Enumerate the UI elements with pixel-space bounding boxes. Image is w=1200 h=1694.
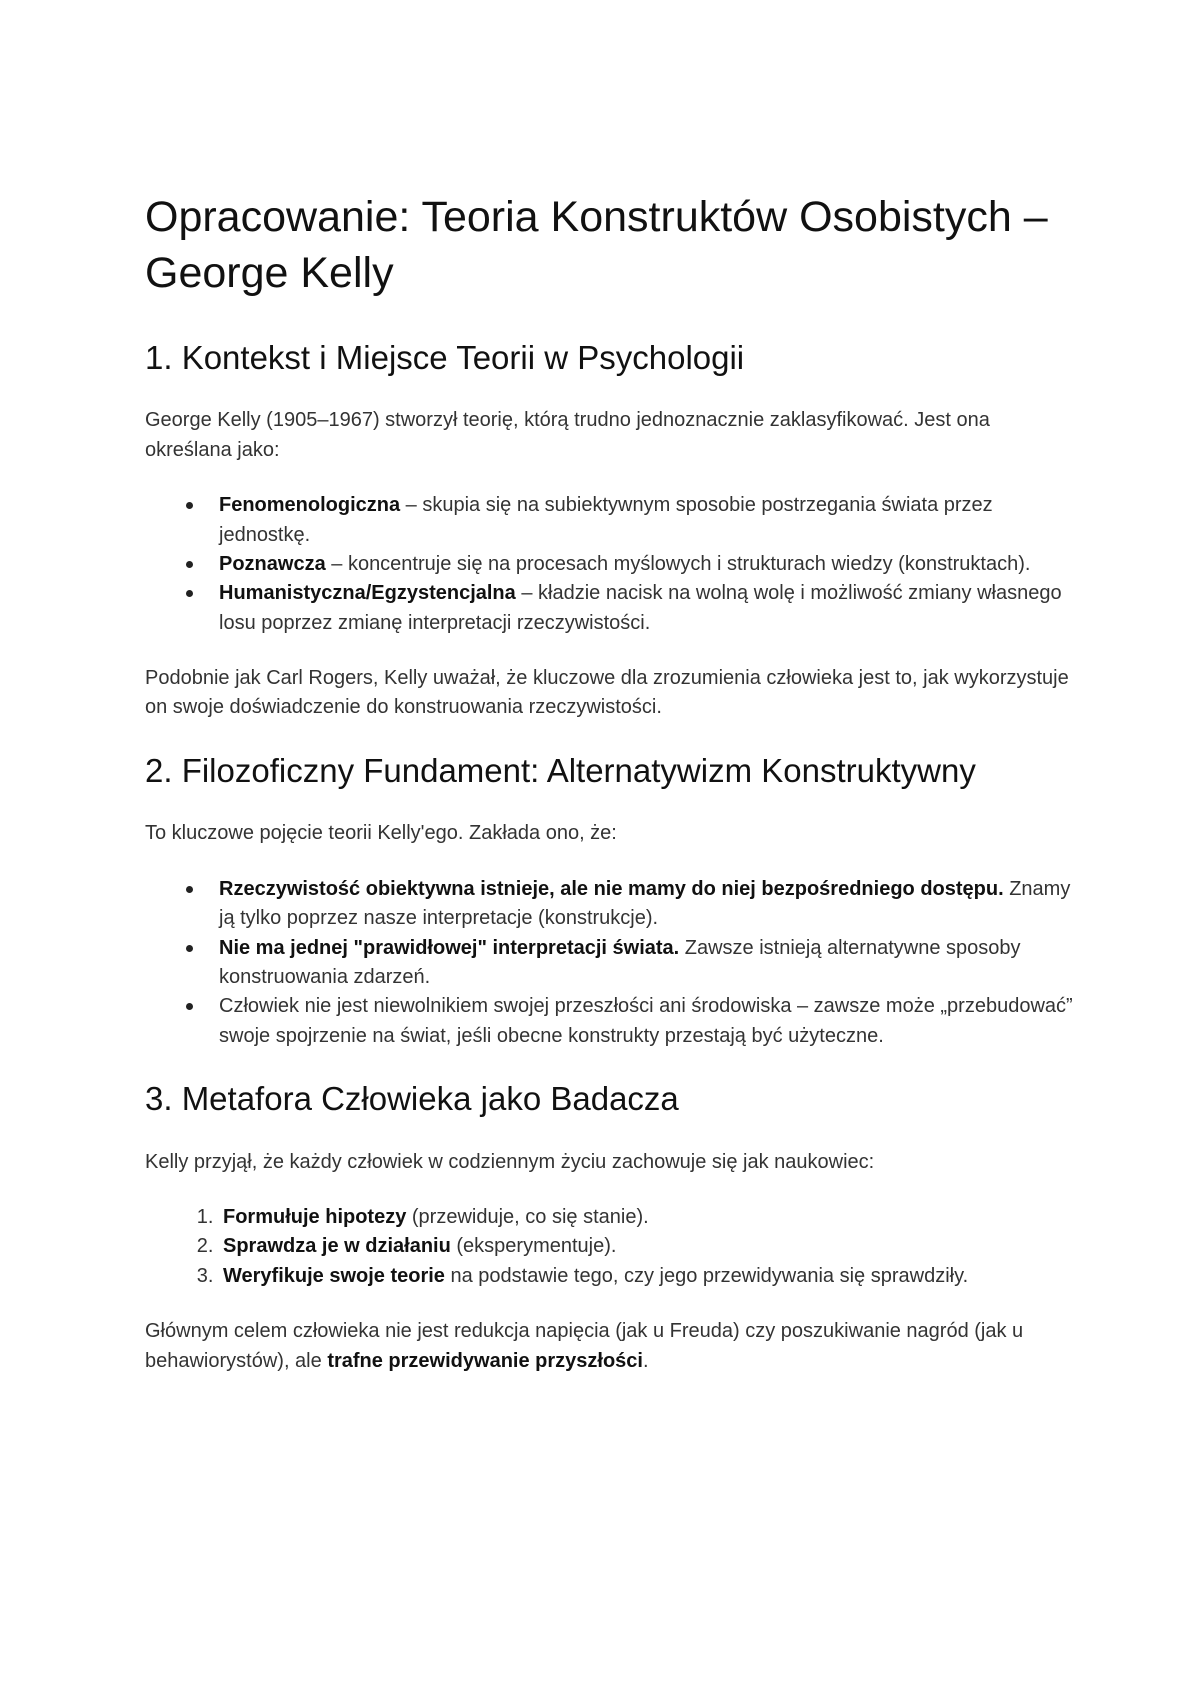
section-3-heading: 3. Metafora Człowieka jako Badacza [145, 1080, 679, 1118]
bold-term: Nie ma jednej "prawidłowej" interpretacji świata. [219, 936, 680, 959]
list-item [219, 550, 1080, 579]
item-text: – koncentruje się na procesach myślowych i strukturach wiedzy (konstruktach). [325, 552, 1031, 575]
bold-term: Poznawcza [219, 552, 326, 575]
section-1-intro: George Kelly (1905–1967) stworzył teorię, którą trudno jednoznacznie zaklasyfikować. Jest ona określana jako: [145, 409, 990, 461]
section-2-heading: 2. Filozoficzny Fundament: Alternatywizm Konstruktywny [145, 751, 976, 789]
list-item [219, 1232, 1080, 1261]
item-text: Znamy ją tylko poprzez nasze interpretacje (konstrukcje). [219, 877, 1071, 930]
item-text: na podstawie tego, czy jego przewidywania się sprawdziły. [444, 1264, 969, 1287]
list-item [219, 1262, 1080, 1291]
bold-term: trafne przewidywanie przyszłości [327, 1349, 643, 1372]
section-1-list [145, 491, 1080, 638]
section-1-outro: Podobnie jak Carl Rogers, Kelly uważał, że kluczowe dla zrozumienia człowieka jest to, jak wykorzystuje on swoje doświadczenie do konstruowania rzeczywistości. [145, 667, 1069, 719]
bold-term: Humanistyczna/Egzystencjalna [219, 582, 516, 605]
item-text: (eksperymentuje). [450, 1235, 617, 1258]
list-item [219, 1203, 1080, 1232]
item-text: Człowiek nie jest niewolnikiem swojej przeszłości ani środowiska – zawsze może „przebudować” swoje spojrzenie na świat, jeśli obecne konstrukty przestają być użyteczne. [219, 995, 1073, 1047]
bold-term: Rzeczywistość obiektywna istnieje, ale nie mamy do niej bezpośredniego dostępu. [219, 877, 1004, 900]
section-2-intro: To kluczowe pojęcie teorii Kelly'ego. Zakłada ono, że: [145, 822, 617, 845]
item-text: (przewiduje, co się stanie). [406, 1206, 649, 1229]
item-text: – kładzie nacisk na wolną wolę i możliwość zmiany własnego losu poprzez zmianę interpretacji rzeczywistości. [219, 582, 1062, 634]
list-item [219, 491, 1080, 550]
section-3-intro: Kelly przyjął, że każdy człowiek w codziennym życiu zachowuje się jak naukowiec: [145, 1150, 875, 1173]
item-text: – skupia się na subiektywnym sposobie postrzegania świata przez jednostkę. [219, 494, 993, 546]
bold-term: Sprawdza je w działaniu [223, 1235, 451, 1258]
section-3-outro [145, 1317, 1080, 1376]
list-item [219, 579, 1080, 638]
outro-text: Głównym celem człowieka nie jest redukcja napięcia (jak u Freuda) czy poszukiwanie nagród (jak u behawiorystów), ale [145, 1320, 1024, 1372]
bold-term: Weryfikuje swoje teorie [223, 1264, 445, 1287]
bold-term: Formułuje hipotezy [223, 1206, 407, 1229]
section-3-steps [145, 1203, 1080, 1291]
document-title: Opracowanie: Teoria Konstruktów Osobistych – George Kelly [145, 193, 1048, 297]
list-item [219, 934, 1080, 993]
section-2-list [145, 875, 1080, 1051]
list-item [219, 875, 1080, 934]
section-1-heading: 1. Kontekst i Miejsce Teorii w Psychologii [145, 338, 745, 376]
item-text: Zawsze istnieją alternatywne sposoby konstruowania zdarzeń. [219, 936, 1021, 988]
outro-end: . [642, 1349, 649, 1372]
list-item [219, 992, 1080, 1051]
bold-term: Fenomenologiczna [219, 494, 401, 517]
